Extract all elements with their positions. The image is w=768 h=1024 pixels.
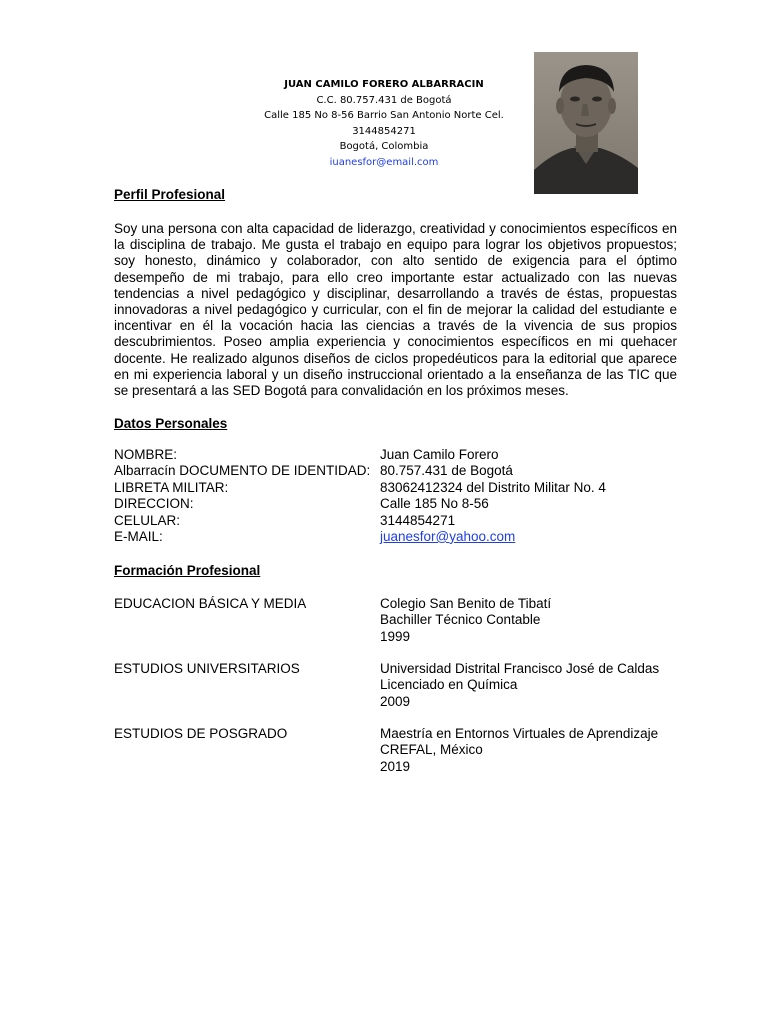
candidate-name: JUAN CAMILO FORERO ALBARRACIN xyxy=(284,79,484,90)
datos-value: 83062412324 del Distrito Militar No. 4 xyxy=(380,479,606,495)
datos-row xyxy=(114,529,684,545)
datos-row xyxy=(114,447,684,463)
education-details xyxy=(380,596,551,645)
datos-table xyxy=(114,447,684,545)
datos-label: CELULAR: xyxy=(114,512,181,528)
datos-row xyxy=(114,496,684,512)
datos-label: NOMBRE: xyxy=(114,447,178,462)
id-line: C.C. 80.757.431 de Bogotá xyxy=(316,94,452,106)
city-line: Bogotá, Colombia xyxy=(339,141,429,153)
education-degree: CREFAL, México xyxy=(380,742,483,758)
education-details xyxy=(380,726,658,775)
education-degree: Licenciado en Química xyxy=(380,677,518,693)
address-line: Calle 185 No 8-56 Barrio San Antonio Norte Cel. xyxy=(264,110,504,122)
datos-value: 80.757.431 de Bogotá xyxy=(380,463,513,479)
datos-label: Albarracín DOCUMENTO DE IDENTIDAD: xyxy=(114,463,371,479)
datos-label: LIBRETA MILITAR: xyxy=(114,479,229,495)
datos-title: Datos Personales xyxy=(114,416,228,431)
education-institution: Colegio San Benito de Tibatí xyxy=(380,596,552,611)
education-institution: Universidad Distrital Francisco José de Caldas xyxy=(380,661,660,676)
datos-value: 3144854271 xyxy=(380,512,456,528)
contact-header xyxy=(200,77,568,171)
education-year: 2009 xyxy=(380,693,411,709)
education-institution: Maestría en Entornos Virtuales de Aprendizaje xyxy=(380,726,659,741)
education-degree: Bachiller Técnico Contable xyxy=(380,612,541,628)
portrait-image xyxy=(534,52,638,194)
datos-label: E-MAIL: xyxy=(114,528,163,544)
datos-row xyxy=(114,463,684,479)
datos-row xyxy=(114,513,684,529)
header-email-link[interactable]: iuanesfor@email.com xyxy=(329,156,439,168)
education-label: ESTUDIOS UNIVERSITARIOS xyxy=(114,661,300,676)
perfil-text: Soy una persona con alta capacidad de liderazgo, creatividad y conocimientos específicos en la disciplina de trabajo. Me gusta el trabajo en equipo para lograr los objetivos propuestos; soy honesto, dinámico y colaborador, con alto sentido de exigencia para el óptimo desempeño de mi trabajo, para ello creo importante estar actualizado con las nuevas tendencias a nivel pedagógico y disciplinar, desarrollando a través de éstas, propuestas innovadoras a nivel pedagógico y curricular, con el fin de mejorar la calidad del estudiante e incentivar en él la vocación hacia las ciencias a través de la vivencia de sus propios descubrimientos. Poseo amplia experiencia y conocimientos específicos en mi quehacer docente. He realizado algunos diseños de ciclos propedéuticos para la editorial que aparece en mi experiencia laboral y un diseño instruccional orientado a la enseñanza de las TIC que se presentará a las SED Bogotá para convalidación en los próximos meses. xyxy=(114,221,677,399)
perfil-title: Perfil Profesional xyxy=(114,187,226,202)
education-label: EDUCACION BÁSICA Y MEDIA xyxy=(114,596,307,611)
formacion-title: Formación Profesional xyxy=(114,563,261,578)
education-label: ESTUDIOS DE POSGRADO xyxy=(114,726,288,741)
profile-photo xyxy=(534,52,638,194)
datos-row xyxy=(114,480,684,496)
education-year: 1999 xyxy=(380,628,411,644)
datos-value: Calle 185 No 8-56 xyxy=(380,496,489,512)
datos-label: DIRECCION: xyxy=(114,496,194,512)
datos-value: Juan Camilo Forero xyxy=(380,447,499,462)
education-details xyxy=(380,661,659,710)
phone-line: 3144854271 xyxy=(352,125,416,137)
education-year: 2019 xyxy=(380,758,411,774)
email-link[interactable]: juanesfor@yahoo.com xyxy=(380,528,516,544)
